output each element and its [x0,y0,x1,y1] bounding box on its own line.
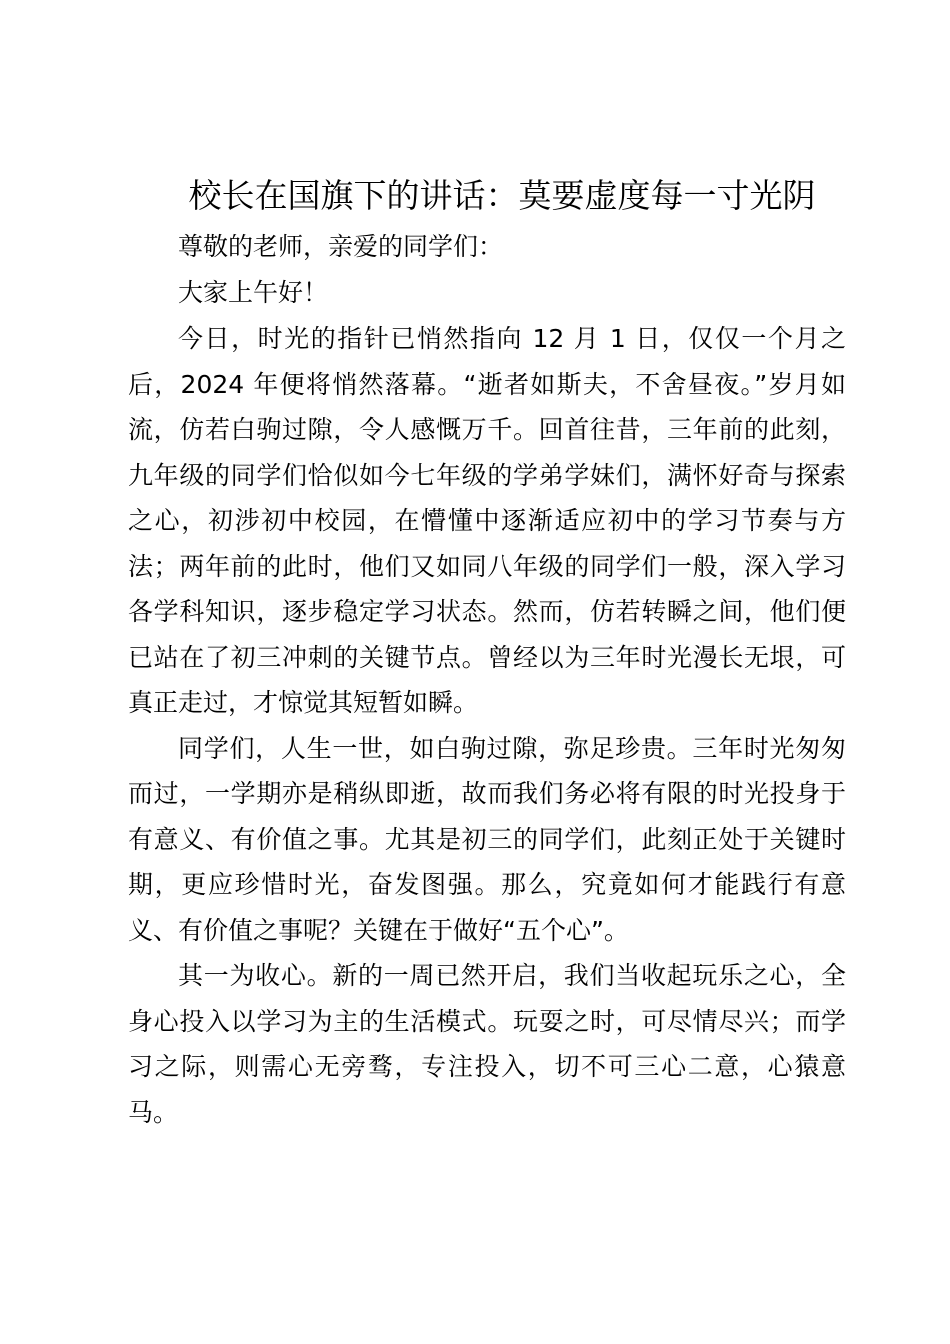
paragraph-1: 今日，时光的指针已悄然指向 12 月 1 日，仅仅一个月之后，2024 年便将悄然落幕。“逝者如斯夫，不舍昼夜。”岁月如流，仿若白驹过隙，令人感慨万千。回首往昔，三年前的此刻，九年级的同学们恰似如今七年级的学弟学妹们，满怀好奇与探索之心，初涉初中校园，在懵懂中逐渐适应初中的学习节奏与方法；两年前的此时，他们又如同八年级的同学们一般，深入学习各学科知识，逐步稳定学习状态。然而，仿若转瞬之间，他们便已站在了初三冲刺的关键节点。曾经以为三年时光漫长无垠，可真正走过，才惊觉其短暂如瞬。 [128,324,846,717]
document-title: 校长在国旗下的讲话：莫要虚度每一寸光阴 [188,176,816,215]
document-page [128,168,846,1135]
greeting: 大家上午好！ [178,278,329,307]
paragraph-3: 其一为收心。新的一周已然开启，我们当收起玩乐之心，全身心投入以学习为主的生活模式。玩耍之时，可尽情尽兴；而学习之际，则需心无旁骛，专注投入，切不可三心二意，心猿意马。 [128,961,846,1127]
paragraph-2: 同学们，人生一世，如白驹过隙，弥足珍贵。三年时光匆匆而过，一学期亦是稍纵即逝，故而我们务必将有限的时光投身于有意义、有价值之事。尤其是初三的同学们，此刻正处于关键时期，更应珍惜时光，奋发图强。那么，究竟如何才能践行有意义、有价值之事呢？关键在于做好“五个心”。 [128,733,846,945]
salutation: 尊敬的老师，亲爱的同学们： [178,232,504,261]
